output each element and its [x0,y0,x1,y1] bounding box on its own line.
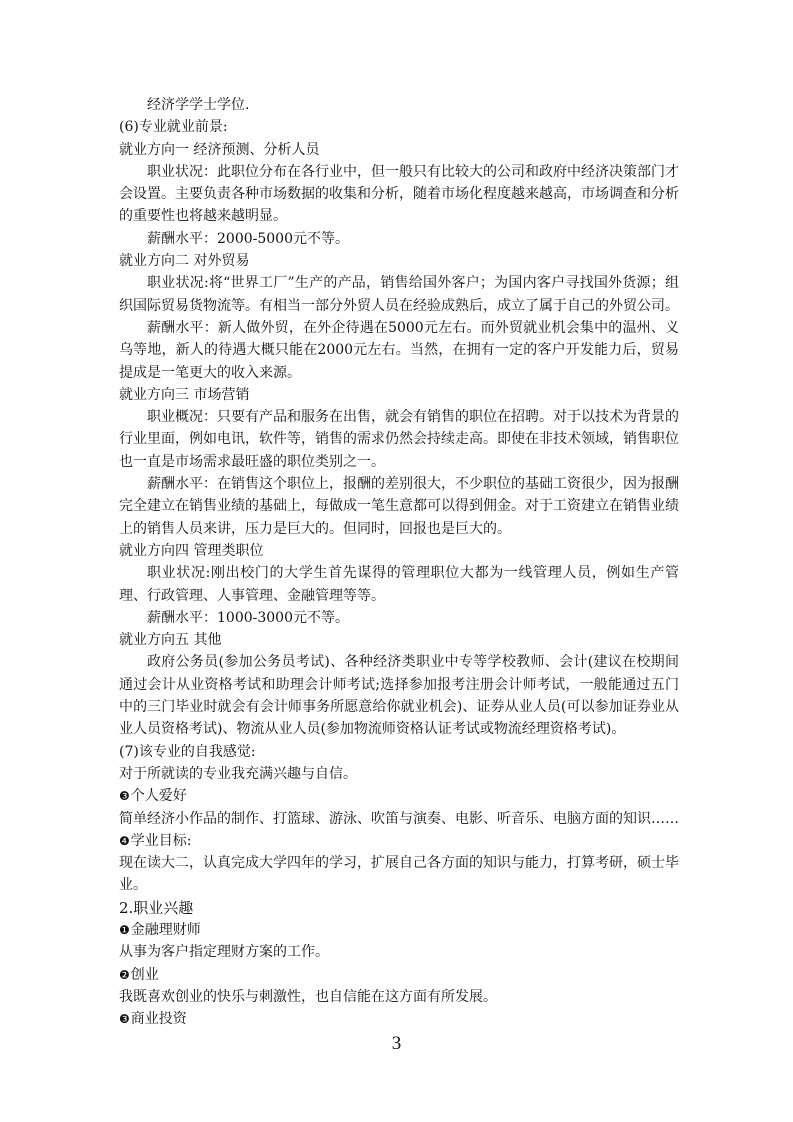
interest-1-title: 金融理财师 [130,921,201,938]
interest-2-heading [119,964,679,986]
interest-3-heading [119,1008,679,1030]
interest-1-body: 从事为客户指定理财方案的工作。 [119,944,329,961]
goal-heading [119,830,679,852]
direction-2-status: 职业状况:将“世界工厂”生产的产品，销售给国外客户；为国内客户寻找国外货源；组织国际贸易货物流等。有相当一部分外贸人员在经验成熟后，成立了属于自己的外贸公司。 [119,275,679,314]
direction-3-status: 职业概况：只要有产品和服务在出售，就会有销售的职位在招聘。对于以技术为背景的行业里面，例如电讯，软件等，销售的需求仍然会持续走高。即使在非技术领域，销售职位也一直是市场需求最旺盛的职位类别之一。 [119,409,679,470]
direction-5-body: 政府公务员(参加公务员考试)、各种经济类职业中专等学校教师、会计(建议在校期间通过会计从业资格考试和助理会计师考试;选择参加报考注册会计师考试，一般能通过五门中的三门毕业时就会有会计师事务所愿意给你就业机会)、证券从业人员(可以参加证券业从业人员资格考试)、物流从业人员(参加物流师资格认证考试或物流经理资格考试)。 [119,654,679,738]
direction-1-title: 就业方向一 经济预测、分析人员 [119,141,320,158]
hobby-title: 个人爱好 [130,788,187,805]
circled-3b-icon: ❸ [119,1012,130,1027]
direction-1-salary: 薪酬水平：2000-5000元不等。 [147,230,349,247]
direction-2-salary: 薪酬水平：新人做外贸，在外企待遇在5000元左右。而外贸就业机会集中的温州、义乌等地，新人的待遇大概只能在2000元左右。当然，在拥有一定的客户开发能力后，贸易提成是一笔更大的收入来源。 [119,319,679,381]
direction-3-title: 就业方向三 市场营销 [119,386,250,403]
degree-line: 经济学学士学位. [147,97,250,113]
section-6-heading: (6)专业就业前景: [119,119,228,136]
direction-4-salary: 薪酬水平：1000-3000元不等。 [147,609,349,626]
section-2-heading: 2.职业兴趣 [119,898,194,917]
goal-body: 现在读大二，认真完成大学四年的学习，扩展自己各方面的知识与能力，打算考研，硕士毕业。 [119,855,679,894]
circled-3-icon: ❸ [119,789,130,804]
interest-2-title: 创业 [130,966,159,983]
interest-2-body: 我既喜欢创业的快乐与刺激性，也自信能在这方面有所发展。 [119,988,497,1005]
circled-4-icon: ❹ [119,833,130,848]
document-body [119,94,679,1030]
hobby-body: 简单经济小作品的制作、打篮球、游泳、吹笛与演奏、电影、听音乐、电脑方面的知识…… [119,810,679,827]
interest-1-heading [119,919,679,941]
direction-2-title: 就业方向二 对外贸易 [119,253,250,270]
direction-3-salary: 薪酬水平：在销售这个职位上，报酬的差别很大，不少职位的基础工资很少，因为报酬完全建立在销售业绩的基础上，每做成一笔生意都可以得到佣金。对于工资建立在销售业绩上的销售人员来讲，压力是巨大的。但同时，回报也是巨大的。 [119,476,679,537]
hobby-heading [119,785,679,807]
interest-3-title: 商业投资 [130,1011,187,1028]
page-number: 3 [391,1033,402,1054]
goal-title: 学业目标: [130,832,192,849]
direction-4-status: 职业状况:刚出校门的大学生首先谋得的管理职位大都为一线管理人员，例如生产管理、行政管理、人事管理、金融管理等等。 [119,565,679,604]
circled-1-icon: ❶ [119,922,130,937]
circled-2-icon: ❷ [119,967,130,982]
section-7-heading: (7)该专业的自我感觉: [119,743,256,760]
direction-5-title: 就业方向五 其他 [119,632,222,649]
direction-4-title: 就业方向四 管理类职位 [119,542,264,559]
direction-1-status: 职业状况：此职位分布在各行业中，但一般只有比较大的公司和政府中经济决策部门才会设置。主要负责各种市场数据的收集和分析，随着市场化程度越来越高，市场调查和分析的重要性也将越来越明显。 [119,163,679,225]
section-7-body: 对于所就读的专业我充满兴趣与自信。 [119,765,357,782]
